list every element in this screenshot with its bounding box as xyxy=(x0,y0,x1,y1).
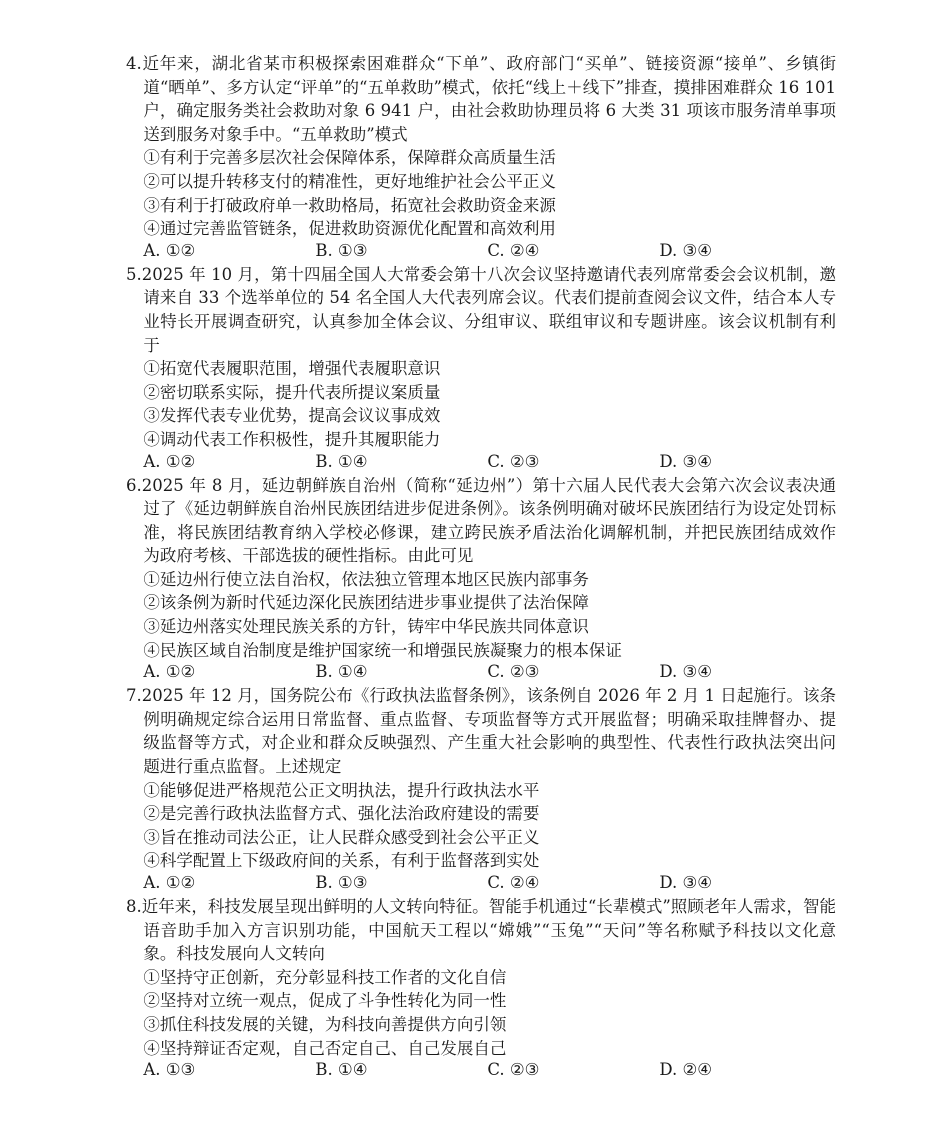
statement-3: ③延边州落实处理民族关系的方针，铸牢中华民族共同体意识 xyxy=(143,617,589,637)
option-a[interactable]: A. ①② xyxy=(143,873,196,892)
option-b[interactable]: B. ①③ xyxy=(315,240,368,260)
question-text: 近年来，科技发展呈现出鲜明的人文转向特征。智能手机通过“长辈模式”照顾老年人需求，智能语音助手加入方言识别功能，中国航天工程以“嫦娥”“玉兔”“天问”等名称赋予科技以文化意象。科技发展向人文转向 xyxy=(141,897,836,964)
option-b[interactable]: B. ①④ xyxy=(315,662,368,682)
question-text: 2025 年 8 月，延边朝鲜族自治州（简称“延边州”）第十六届人民代表大会第六次会议表决通过了《延边朝鲜族自治州民族团结进步促进条例》。该条例明确对破坏民族团结行为设定处罚标准，将民族团结教育纳入学校必修课，建立跨民族矛盾法治化调解机制，并把民族团结成效作为政府考核、干部选拔的硬性指标。由此可见 xyxy=(141,475,836,566)
question-text: 近年来，湖北省某市积极探索困难群众“下单”、政府部门“买单”、链接资源“接单”、乡镇街道“晒单”、多方认定“评单”的“五单救助”模式，依托“线上＋线下”排查，摸排困难群众 16 101 户，确定服务类社会救助对象 6 941 户，由社会救助协理员将 6 大类 31 项该市服务清单事项送到服务对象手中。“五单救助”模式 xyxy=(141,54,836,144)
question-number: 7. xyxy=(126,686,142,706)
statement-4: ④坚持辩证否定观，自己否定自己、自己发展自己 xyxy=(143,1038,507,1058)
option-c[interactable]: C. ②③ xyxy=(487,451,540,471)
option-b[interactable]: B. ①③ xyxy=(315,873,368,892)
answer-options xyxy=(126,241,836,261)
question-number: 8. xyxy=(126,897,142,916)
question-number: 5. xyxy=(126,264,142,284)
option-c[interactable]: C. ②③ xyxy=(487,1060,540,1080)
question-8 xyxy=(126,895,836,1080)
option-a[interactable]: A. ①② xyxy=(143,240,196,260)
question-6 xyxy=(126,474,836,683)
answer-options xyxy=(126,873,836,893)
question-5 xyxy=(126,263,836,472)
option-c[interactable]: C. ②④ xyxy=(487,873,540,892)
statement-3: ③有利于打破政府单一救助格局，拓宽社会救助资金来源 xyxy=(143,195,556,215)
option-b[interactable]: B. ①④ xyxy=(315,1060,368,1080)
option-d[interactable]: D. ③④ xyxy=(659,451,713,471)
statement-1: ①拓宽代表履职范围，增强代表履职意识 xyxy=(143,359,441,379)
exam-page xyxy=(126,52,836,1082)
question-7 xyxy=(126,684,836,893)
question-stem xyxy=(126,52,836,146)
question-4 xyxy=(126,52,836,261)
statement-4: ④民族区域自治制度是维护国家统一和增强民族凝聚力的根本保证 xyxy=(143,640,622,660)
option-d[interactable]: D. ②④ xyxy=(659,1060,713,1080)
statement-1: ①能够促进严格规范公正文明执法，提升行政执法水平 xyxy=(143,780,540,800)
statement-1: ①延边州行使立法自治权，依法独立管理本地区民族内部事务 xyxy=(143,569,589,589)
question-stem xyxy=(126,474,836,568)
option-c[interactable]: C. ②③ xyxy=(487,662,540,682)
option-a[interactable]: A. ①② xyxy=(143,451,196,471)
option-a[interactable]: A. ①③ xyxy=(143,1060,196,1080)
answer-options xyxy=(126,1060,836,1080)
statement-4: ④调动代表工作积极性，提升其履职能力 xyxy=(143,429,441,449)
option-d[interactable]: D. ③④ xyxy=(659,662,713,682)
answer-options xyxy=(126,662,836,682)
option-b[interactable]: B. ①④ xyxy=(315,451,368,471)
statement-3: ③旨在推动司法公正，让人民群众感受到社会公平正义 xyxy=(143,827,540,847)
statement-3: ③抓住科技发展的关键，为科技向善提供方向引领 xyxy=(143,1014,507,1034)
question-stem xyxy=(126,684,836,778)
option-d[interactable]: D. ③④ xyxy=(659,240,713,260)
question-text: 2025 年 10 月，第十四届全国人大常委会第十八次会议坚持邀请代表列席常委会会议机制，邀请来自 33 个选举单位的 54 名全国人大代表列席会议。代表们提前查阅会议文件，结合本人专业特长开展调查研究，认真参加全体会议、分组审议、联组审议和专题讲座。该会议机制有利于 xyxy=(141,264,836,355)
statement-2: ②坚持对立统一观点，促成了斗争性转化为同一性 xyxy=(143,991,507,1011)
question-stem xyxy=(126,895,836,966)
question-stem xyxy=(126,263,836,357)
statement-4: ④科学配置上下级政府间的关系，有利于监督落到实处 xyxy=(143,851,540,871)
statement-3: ③发挥代表专业优势，提高会议议事成效 xyxy=(143,406,441,426)
statement-1: ①有利于完善多层次社会保障体系，保障群众高质量生活 xyxy=(143,148,556,168)
answer-options xyxy=(126,452,836,472)
statement-4: ④通过完善监管链条，促进救助资源优化配置和高效利用 xyxy=(143,219,556,239)
statement-2: ②该条例为新时代延边深化民族团结进步事业提供了法治保障 xyxy=(143,593,589,613)
question-number: 4. xyxy=(126,54,142,73)
option-d[interactable]: D. ③④ xyxy=(659,873,713,892)
statement-2: ②密切联系实际，提升代表所提议案质量 xyxy=(143,382,441,402)
statement-2: ②是完善行政执法监督方式、强化法治政府建设的需要 xyxy=(143,804,540,824)
question-number: 6. xyxy=(126,475,142,495)
option-a[interactable]: A. ①② xyxy=(143,662,196,682)
question-text: 2025 年 12 月，国务院公布《行政执法监督条例》，该条例自 2026 年 2 月 1 日起施行。该条例明确规定综合运用日常监督、重点监督、专项监督等方式开展监督；明确采取挂牌督办、提级监督等方式，对企业和群众反映强烈、产生重大社会影响的典型性、代表性行政执法突出问题进行重点监督。上述规定 xyxy=(141,686,836,777)
statement-2: ②可以提升转移支付的精准性，更好地维护社会公平正义 xyxy=(143,171,556,191)
statement-1: ①坚持守正创新，充分彰显科技工作者的文化自信 xyxy=(143,967,507,987)
option-c[interactable]: C. ②④ xyxy=(487,240,540,260)
